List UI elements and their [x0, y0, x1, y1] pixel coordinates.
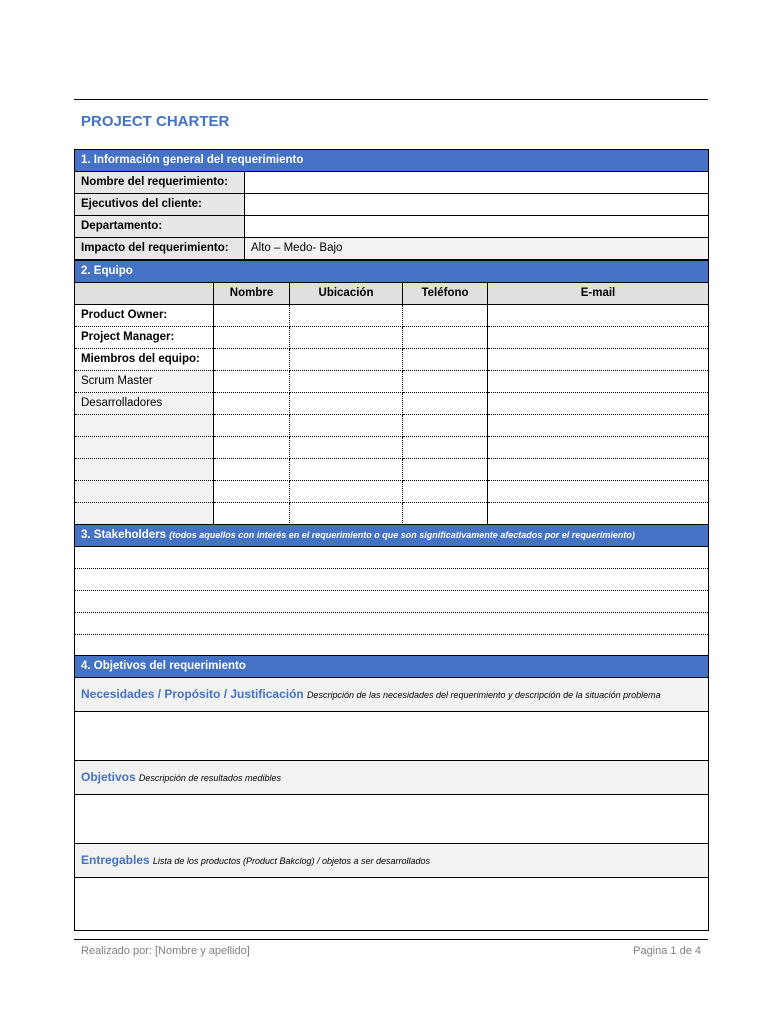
- cell[interactable]: [488, 437, 709, 459]
- cell[interactable]: [290, 415, 403, 437]
- cell[interactable]: [488, 327, 709, 349]
- stakeholders-table: [74, 524, 709, 657]
- block-entregables-field[interactable]: [75, 878, 709, 931]
- cell[interactable]: [488, 393, 709, 415]
- cell[interactable]: [290, 393, 403, 415]
- cell[interactable]: [214, 393, 290, 415]
- cell[interactable]: [403, 393, 488, 415]
- cell[interactable]: [488, 305, 709, 327]
- field-impacto[interactable]: Alto – Medo- Bajo: [245, 238, 709, 260]
- cell[interactable]: [488, 459, 709, 481]
- table-row: [75, 437, 709, 459]
- col-header-telefono: Teléfono: [403, 283, 488, 305]
- page-title: PROJECT CHARTER: [81, 113, 230, 130]
- field-nombre-requerimiento[interactable]: [245, 172, 709, 194]
- cell[interactable]: [214, 327, 290, 349]
- cell[interactable]: [214, 437, 290, 459]
- stakeholder-row[interactable]: [75, 547, 709, 569]
- cell[interactable]: [488, 371, 709, 393]
- cell[interactable]: [290, 503, 403, 525]
- table-row: [75, 415, 709, 437]
- cell[interactable]: [290, 437, 403, 459]
- label-impacto: Impacto del requerimiento:: [75, 238, 245, 260]
- cell[interactable]: [290, 481, 403, 503]
- role-product-owner: Product Owner:: [75, 305, 214, 327]
- stakeholder-row[interactable]: [75, 635, 709, 657]
- role-miembros-equipo: Miembros del equipo:: [75, 349, 214, 371]
- footer-page-number: Pagina 1 de 4: [633, 945, 701, 957]
- footer-author: Realizado por: [Nombre y apellido]: [81, 945, 250, 957]
- col-header-nombre: Nombre: [214, 283, 290, 305]
- block-objetivos-desc: Descripción de resultados medibles: [138, 773, 281, 783]
- member-cell[interactable]: [75, 415, 214, 437]
- field-departamento[interactable]: [245, 216, 709, 238]
- cell[interactable]: [403, 481, 488, 503]
- cell[interactable]: [403, 415, 488, 437]
- cell[interactable]: [214, 305, 290, 327]
- block-necesidades-header: [75, 678, 709, 712]
- cell[interactable]: [214, 503, 290, 525]
- cell[interactable]: [403, 459, 488, 481]
- block-objetivos-header: [75, 761, 709, 795]
- section-1-header: 1. Información general del requerimiento: [75, 150, 709, 172]
- cell[interactable]: [290, 371, 403, 393]
- table-row: [75, 481, 709, 503]
- cell[interactable]: [403, 437, 488, 459]
- member-cell[interactable]: [75, 459, 214, 481]
- table-row: [75, 305, 709, 327]
- cell[interactable]: [214, 349, 290, 371]
- stakeholder-row[interactable]: [75, 613, 709, 635]
- stakeholder-row[interactable]: [75, 591, 709, 613]
- table-row: [75, 371, 709, 393]
- member-cell[interactable]: [75, 481, 214, 503]
- section-2-header: 2. Equipo: [75, 261, 709, 283]
- cell[interactable]: [403, 327, 488, 349]
- cell[interactable]: [488, 481, 709, 503]
- member-cell[interactable]: [75, 503, 214, 525]
- section-4-header: 4. Objetivos del requerimiento: [75, 656, 709, 678]
- block-objetivos-title: Objetivos: [81, 770, 136, 784]
- team-table: [74, 260, 709, 525]
- table-row: [75, 327, 709, 349]
- field-ejecutivos-cliente[interactable]: [245, 194, 709, 216]
- cell[interactable]: [488, 349, 709, 371]
- footer-rule: [74, 939, 708, 940]
- cell[interactable]: [403, 349, 488, 371]
- col-header-role: [75, 283, 214, 305]
- col-header-ubicacion: Ubicación: [290, 283, 403, 305]
- cell[interactable]: [214, 481, 290, 503]
- table-row: [75, 349, 709, 371]
- block-necesidades-title: Necesidades / Propósito / Justificación: [81, 687, 304, 701]
- cell[interactable]: [214, 459, 290, 481]
- block-entregables-title: Entregables: [81, 853, 150, 867]
- section-3-note: (todos aquellos con interés en el requerimiento o que son significativamente afectados por el requerimiento): [169, 530, 635, 540]
- label-departamento: Departamento:: [75, 216, 245, 238]
- col-header-email: E-mail: [488, 283, 709, 305]
- table-row: [75, 459, 709, 481]
- member-scrum-master: Scrum Master: [75, 371, 214, 393]
- member-cell[interactable]: [75, 437, 214, 459]
- cell[interactable]: [488, 503, 709, 525]
- block-objetivos-field[interactable]: [75, 795, 709, 844]
- top-rule: [74, 99, 708, 100]
- section-3-title: 3. Stakeholders: [81, 529, 167, 541]
- label-nombre-requerimiento: Nombre del requerimiento:: [75, 172, 245, 194]
- label-ejecutivos-cliente: Ejecutivos del cliente:: [75, 194, 245, 216]
- block-necesidades-desc: Descripción de las necesidades del requerimiento y descripción de la situación problema: [306, 690, 661, 700]
- cell[interactable]: [403, 503, 488, 525]
- cell[interactable]: [290, 459, 403, 481]
- block-entregables-header: [75, 844, 709, 878]
- stakeholder-row[interactable]: [75, 569, 709, 591]
- cell[interactable]: [403, 371, 488, 393]
- block-necesidades-field[interactable]: [75, 712, 709, 761]
- table-row: [75, 393, 709, 415]
- cell[interactable]: [290, 327, 403, 349]
- cell[interactable]: [488, 415, 709, 437]
- section-3-header: [75, 525, 709, 547]
- member-desarrolladores: Desarrolladores: [75, 393, 214, 415]
- cell[interactable]: [214, 371, 290, 393]
- general-info-table: [74, 149, 709, 260]
- block-entregables-desc: Lista de los productos (Product Bakclog) / objetos a ser desarrollados: [152, 856, 431, 866]
- cell[interactable]: [214, 415, 290, 437]
- role-project-manager: Project Manager:: [75, 327, 214, 349]
- cell[interactable]: [403, 305, 488, 327]
- objectives-table: [74, 655, 709, 931]
- cell[interactable]: [290, 349, 403, 371]
- cell[interactable]: [290, 305, 403, 327]
- table-row: [75, 503, 709, 525]
